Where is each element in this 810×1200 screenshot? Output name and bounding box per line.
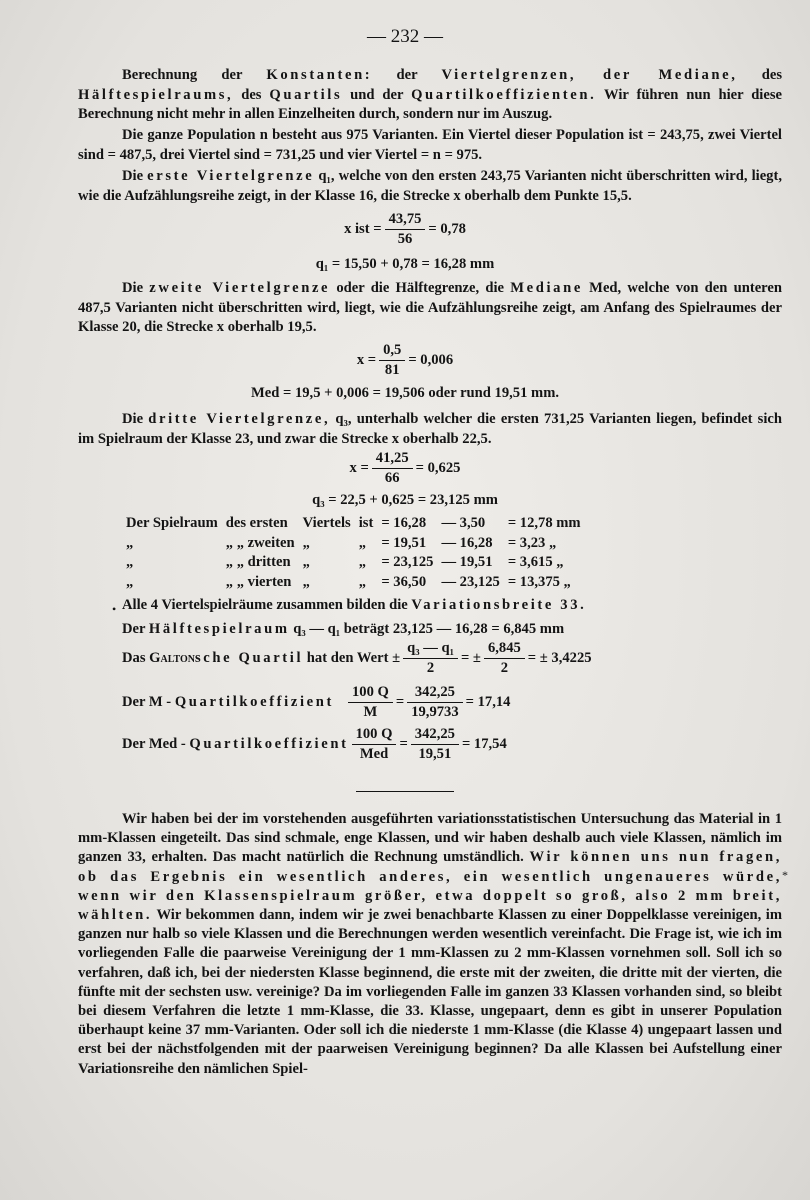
table-cell: „ „ vierten xyxy=(225,573,292,590)
text: hat den Wert ± xyxy=(303,649,401,666)
table-cell: = 13,375 „ xyxy=(507,573,571,590)
denominator: 19,51 xyxy=(418,746,452,762)
text: Wir haben bei der im vorstehenden ausgeführten variationsstatistischen Untersuchung das Material in 1 mm-Klassen eingeteilt. Das sind schmale, enge Klassen, und wir haben deshalb auch viele Klassen, nämlich im ganzen 33, erhalten. Das macht natürlich die Rechnung umständlich. xyxy=(78,811,782,866)
text: Das xyxy=(122,649,150,666)
fraction xyxy=(407,684,462,721)
eq-lhs: x = xyxy=(349,459,369,476)
table-cell: „ xyxy=(302,554,310,571)
table-cell: „ xyxy=(126,573,134,590)
spaced-term: sche xyxy=(195,649,239,666)
fraction xyxy=(348,684,393,721)
spaced-term: Viertelgrenzen, der Mediane, xyxy=(441,67,738,83)
haelftespielraum-line xyxy=(122,621,564,638)
text: q₁, welche von den ersten 243,75 Varianten nicht überschritten wird, liegt, wie die Aufzählungsreihe zeigt, in der Klasse 16, die Strecke x oberhalb dem Punkte 15,5. xyxy=(78,168,782,204)
eq-lhs: x ist = xyxy=(344,220,382,237)
text: Die ganze Population n besteht aus 975 Varianten. Ein Viertel dieser Population ist = 243,75, zwei Viertel sind = 487,5, drei Viertel sind = 731,25 und vier Viertel = n = 975. xyxy=(78,127,782,163)
equation-q1: q₁ = 15,50 + 0,78 = 16,28 mm xyxy=(315,256,495,272)
text: = ± 3,4225 xyxy=(527,649,592,666)
text: Berechnung der xyxy=(122,67,267,83)
table-cell: ist xyxy=(358,515,374,532)
table-cell: „ xyxy=(126,554,134,571)
text: = 17,14 xyxy=(465,693,511,710)
text: oder die Hälftegrenze, die xyxy=(330,280,511,296)
table-cell: des ersten xyxy=(225,515,288,532)
med-quartilkoeffizient-line xyxy=(122,726,507,763)
table-row xyxy=(122,514,585,534)
table-cell: = 23,125 xyxy=(381,554,434,571)
equation-x-med xyxy=(0,342,810,379)
text: Die xyxy=(122,280,150,296)
galton-name: Galton xyxy=(149,649,195,666)
spaced-term: Quartil xyxy=(238,649,304,666)
paragraph-population xyxy=(78,126,782,165)
eq-rhs: = 0,006 xyxy=(408,351,454,368)
table-cell: Viertels xyxy=(302,515,351,532)
equation-med: Med = 19,5 + 0,006 = 19,506 oder rund 19,51 mm. xyxy=(250,385,560,401)
text: = ± xyxy=(460,649,481,666)
fraction xyxy=(379,342,405,379)
equation-x-q3 xyxy=(0,450,810,487)
variationsbreite-line xyxy=(122,597,586,614)
eq-rhs: = 0,625 xyxy=(415,459,461,476)
numerator: 100 Q xyxy=(348,684,393,703)
table-cell: = 3,615 „ xyxy=(507,554,564,571)
table-cell: — 19,51 xyxy=(441,554,493,571)
page-number: — 232 — xyxy=(367,26,443,47)
spaced-term: Variationsbreite 33. xyxy=(411,597,587,613)
fraction xyxy=(411,726,459,763)
fraction xyxy=(385,211,426,248)
table-cell: „ xyxy=(358,573,367,590)
text: Die xyxy=(122,168,148,184)
table-cell: „ xyxy=(126,534,134,551)
numerator: 41,25 xyxy=(372,450,413,469)
eq-lhs: x = xyxy=(356,351,377,368)
table-cell: = 16,28 xyxy=(381,515,427,532)
spaced-term: Quartilkoeffizienten. xyxy=(411,86,597,103)
denominator: 56 xyxy=(397,231,413,247)
table-row xyxy=(122,553,585,573)
fraction xyxy=(372,450,413,487)
spaced-term: Konstanten: xyxy=(266,67,373,83)
margin-asterisk: * xyxy=(782,868,788,882)
text: Die xyxy=(122,411,149,427)
equation-q3: q₃ = 22,5 + 0,625 = 23,125 mm xyxy=(312,492,498,508)
spaced-term: erste Viertelgrenze xyxy=(147,168,315,184)
denominator: Med xyxy=(359,746,389,762)
numerator: 342,25 xyxy=(407,684,462,703)
spaced-term: Hälftespielraums, xyxy=(78,86,234,103)
table-cell: = 36,50 xyxy=(381,573,427,590)
paragraph-konstanten xyxy=(78,66,782,125)
paragraph-klassen xyxy=(78,810,782,1079)
spaced-term: zweite Viertelgrenze xyxy=(149,280,331,296)
numerator: 6,845 xyxy=(484,640,525,659)
margin-dot: • xyxy=(112,602,117,616)
spaced-term: Quartilkoeffizient xyxy=(189,735,349,752)
table-cell: — 16,28 xyxy=(441,534,493,551)
text: = 17,54 xyxy=(461,735,507,752)
denominator: 66 xyxy=(384,470,400,486)
table-cell: — 3,50 xyxy=(441,515,486,532)
table-cell: „ xyxy=(302,534,310,551)
text: des xyxy=(737,67,782,83)
text: Der xyxy=(122,621,149,637)
spaced-term: Mediane xyxy=(510,280,583,296)
fraction xyxy=(484,640,525,677)
spaced-term: Hälftespielraum xyxy=(148,621,290,637)
spaced-term: Quartilkoeffizient xyxy=(174,693,334,710)
text: Der M - xyxy=(122,693,175,710)
denominator: 81 xyxy=(384,362,400,378)
fraction xyxy=(403,640,458,677)
numerator: 342,25 xyxy=(411,726,459,745)
table-cell: = 12,78 mm xyxy=(507,515,581,532)
table-cell: „ xyxy=(358,554,367,571)
table-cell: „ xyxy=(358,534,367,551)
text: Alle 4 Viertelspielräume zusammen bilden die xyxy=(122,597,412,613)
table-cell: „ „ zweiten xyxy=(225,534,295,551)
text: Med, welche von den unteren 487,5 Varianten nicht überschritten wird, liegt, wie die Aufzählungsreihe zeigt, am Anfang des Spielraumes der Klasse 20, die Strecke x oberhalb 19,5. xyxy=(78,280,782,335)
text: q₃ — q₁ beträgt 23,125 — 16,28 = 6,845 mm xyxy=(289,621,565,637)
denominator: 2 xyxy=(426,660,435,676)
text: und der xyxy=(342,86,412,103)
table-cell: = 3,23 „ xyxy=(507,534,557,551)
galton-quartil-line xyxy=(122,640,592,677)
spaced-term: Quartils xyxy=(269,86,343,103)
text: Wir führen nun hier diese Berechnung nicht mehr in allen Einzelheiten durch, sondern nur im Auszug. xyxy=(78,86,782,122)
text: der xyxy=(372,67,442,83)
text: des xyxy=(233,86,270,103)
spielraum-table xyxy=(122,514,585,592)
m-quartilkoeffizient-line xyxy=(122,684,510,721)
table-cell: „ „ dritten xyxy=(225,554,291,571)
table-cell: Der Spielraum xyxy=(126,515,218,532)
paragraph-erste-viertelgrenze xyxy=(78,167,782,206)
eq-rhs: = 0,78 xyxy=(428,220,466,237)
table-cell: „ xyxy=(302,573,310,590)
equation-x-q1 xyxy=(0,211,810,248)
text: = xyxy=(399,735,408,752)
paragraph-zweite-viertelgrenze xyxy=(78,279,782,338)
table-cell: — 23,125 xyxy=(441,573,500,590)
text: Wir bekommen dann, indem wir je zwei benachbarte Klassen zu einer Doppelklasse vereinigen, im ganzen nur halb so viele Klassen und die Berechnungen werden wesentlich vereinfacht. Die Frage ist, wie ich im vorliegenden Falle die paarweise Vereinigung der 1 mm-Klassen zu 2 mm-Klassen vornehmen soll. Soll ich so verfahren, daß ich, bei der niedersten Klasse beginnend, die erste mit der zweiten, die dritte mit der vierten, die fünfte mit der sechsten usw. vereinige? Da im vorliegenden Falle im ganzen 33 Klassen vorhanden sind, so bleibt bei diesem Verfahren die letzte 1 mm-Klasse, die 33. Klasse, ungepaart, denn es gibt in unserer Population überhaupt keine 37 mm-Varianten. Oder soll ich die niederste 1 mm-Klasse (die Klasse 4) ungepaart lassen und erst bei der nächstfolgenden mit der paarweisen Vereinigung beginnen? Da alle Klassen bei Aufstellung einer Variationsreihe den nämlichen Spiel- xyxy=(78,907,782,1077)
text: = xyxy=(395,693,405,710)
table-cell: = 19,51 xyxy=(381,534,427,551)
paragraph-dritte-viertelgrenze xyxy=(78,410,782,449)
numerator: q₃ — q₁ xyxy=(403,640,458,659)
section-divider xyxy=(356,791,454,792)
table-row xyxy=(122,534,585,554)
denominator: M xyxy=(363,704,378,720)
spaced-term: Wir können uns nun fragen, ob das Ergebnis ein wesentlich anderes, ein wesentlich ungenaueres würde, wenn wir den Klassenspielraum größer, etwa doppelt so groß, also 2 mm breit, wählten. xyxy=(78,849,782,924)
table-row xyxy=(122,573,585,593)
denominator: 2 xyxy=(500,660,509,676)
numerator: 43,75 xyxy=(385,211,426,230)
denominator: 19,9733 xyxy=(411,704,459,720)
numerator: 0,5 xyxy=(379,342,405,361)
text: q₃, unterhalb welcher die ersten 731,25 Varianten liegen, befindet sich im Spielraum der Klasse 23, und zwar die Strecke x oberhalb 22,5. xyxy=(78,411,782,447)
spaced-term: dritte Viertelgrenze, xyxy=(148,411,331,427)
text: Der Med - xyxy=(122,735,190,752)
fraction xyxy=(352,726,397,763)
numerator: 100 Q xyxy=(352,726,397,745)
